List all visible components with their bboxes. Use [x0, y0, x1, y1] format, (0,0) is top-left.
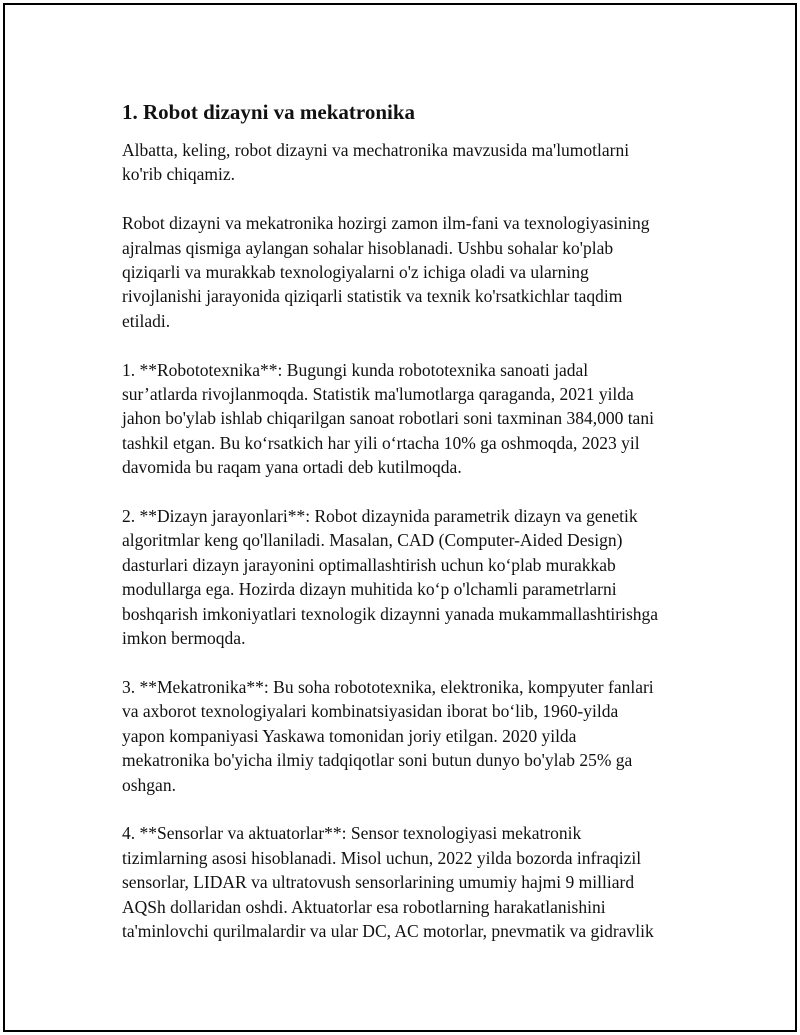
document-page — [3, 3, 797, 1032]
intro-paragraph: Albatta, keling, robot dizayni va mechatronika mavzusida ma'lumotlarni ko'rib chiqamiz. — [122, 140, 630, 185]
document-body — [122, 97, 712, 943]
overview-paragraph: Robot dizayni va mekatronika hozirgi zamon ilm-fani va texnologiyasining ajralmas qismiga aylangan sohalar hisoblanadi. Ushbu sohalar ko'plab qiziqarli va murakkab texnologiyalarni o'z ichiga oladi va ularning rivojlanishi jarayonida qiziqarli statistik va texnik ko'rsatkichlar taqdim etiladi. — [122, 213, 650, 331]
dizayn-jarayonlari-paragraph: 2. **Dizayn jarayonlari**: Robot dizaynida parametrik dizayn va genetik algoritmlar keng qo'llaniladi. Masalan, CAD (Computer-Aided Design) dasturlari dizayn jarayonini optimallashtirish uchun ko‘plab murakkab modullarga ega. Hozirda dizayn muhitida ko‘p o'lchamli parametrlarni boshqarish imkoniyatlari texnologik dizaynni yanada mukammallashtirishga imkon bermoqda. — [122, 506, 659, 649]
mekatronika-paragraph: 3. **Mekatronika**: Bu soha robototexnika, elektronika, kompyuter fanlari va axborot texnologiyalari kombinatsiyasidan iborat bo‘lib, 1960-yilda yapon kompaniyasi Yaskawa tomonidan joriy etilgan. 2020 yilda mekatronika bo'yicha ilmiy tadqiqotlar soni butun dunyo bo'ylab 25% ga oshgan. — [122, 676, 654, 795]
document-title: 1. Robot dizayni va mekatronika — [122, 100, 416, 124]
robototexnika-paragraph: 1. **Robototexnika**: Bugungi kunda robototexnika sanoati jadal sur’atlarda rivojlanmoqda. Statistik ma'lumotlarga qaraganda, 2021 yilda jahon bo'ylab ishlab chiqarilgan sanoat robotlari soni taxminan 384,000 tani tashkil etgan. Bu ko‘rsatkich har yili o‘rtacha 10% ga oshmoqda, 2023 yil davomida bu raqam yana ortadi deb kutilmoqda. — [122, 359, 654, 478]
sensorlar-aktuatorlar-paragraph: 4. **Sensorlar va aktuatorlar**: Sensor texnologiyasi mekatronik tizimlarning asosi hisoblanadi. Misol uchun, 2022 yilda bozorda infraqizil sensorlar, LIDAR va ultratovush sensorlarining umumiy hajmi 9 milliard AQSh dollaridan oshdi. Aktuatorlar esa robotlarning harakatlanishini ta'minlovchi qurilmalardir va ular DC, AC motorlar, pnevmatik va gidravlik — [122, 823, 654, 941]
